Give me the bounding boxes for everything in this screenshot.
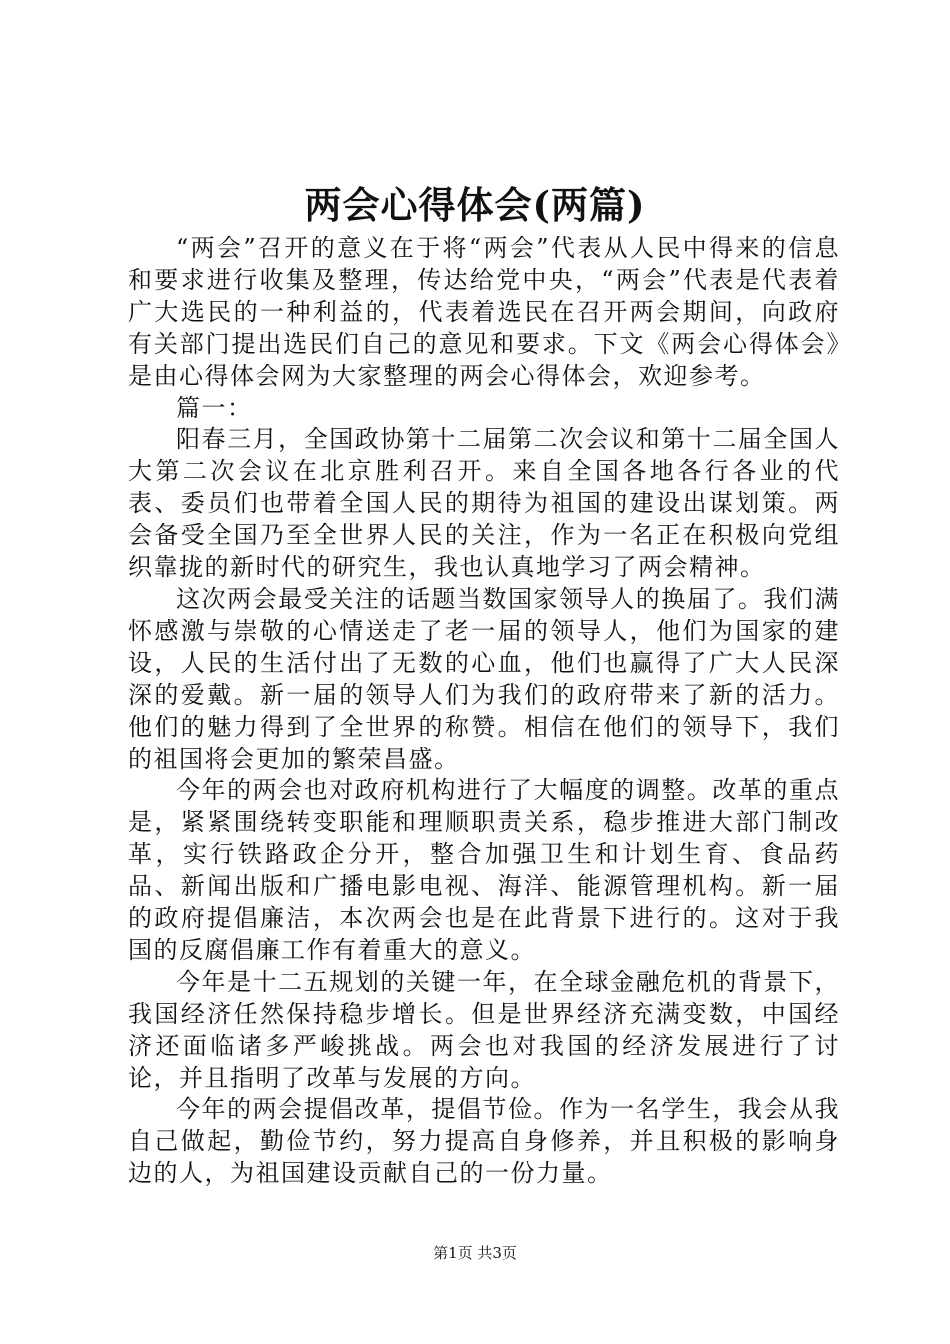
document-body — [128, 233, 840, 1190]
body-paragraph: 今年是十二五规划的关键一年，在全球金融危机的背景下，我国经济任然保持稳步增长。但是世界经济充满变数，中国经济还面临诸多严峻挑战。两会也对我国的经济发展进行了讨论，并且指明了改革与发展的方向。 — [128, 967, 840, 1092]
section-heading: 篇一： — [176, 393, 253, 422]
intro-paragraph: “两会”召开的意义在于将“两会”代表从人民中得来的信息和要求进行收集及整理，传达给党中央，“两会”代表是代表着广大选民的一种利益的，代表着选民在召开两会期间，向政府有关部门提出选民们自己的意见和要求。下文《两会心得体会》是由心得体会网为大家整理的两会心得体会，欢迎参考。 — [128, 234, 840, 390]
body-paragraph: 今年的两会提倡改革，提倡节俭。作为一名学生，我会从我自己做起，勤俭节约，努力提高自身修养，并且积极的影响身边的人，为祖国建设贡献自己的一份力量。 — [128, 1095, 840, 1188]
body-paragraph: 这次两会最受关注的话题当数国家领导人的换届了。我们满怀感激与崇敬的心情送走了老一届的领导人，他们为国家的建设，人民的生活付出了无数的心血，他们也赢得了广大人民深深的爱戴。新一届的领导人们为我们的政府带来了新的活力。他们的魅力得到了全世界的称赞。相信在他们的领导下，我们的祖国将会更加的繁荣昌盛。 — [128, 584, 840, 773]
page-footer: 第1页 共3页 — [433, 1244, 517, 1262]
body-paragraph: 阳春三月，全国政协第十二届第二次会议和第十二届全国人大第二次会议在北京胜利召开。来自全国各地各行各业的代表、委员们也带着全国人民的期待为祖国的建设出谋划策。两会备受全国乃至全世界人民的关注，作为一名正在积极向党组织靠拢的新时代的研究生，我也认真地学习了两会精神。 — [128, 425, 840, 582]
document-title: 两会心得体会(两篇) — [304, 183, 646, 227]
body-paragraph: 今年的两会也对政府机构进行了大幅度的调整。改革的重点是，紧紧围绕转变职能和理顺职责关系，稳步推进大部门制改革，实行铁路政企分开，整合加强卫生和计划生育、食品药品、新闻出版和广播电影电视、海洋、能源管理机构。新一届的政府提倡廉洁，本次两会也是在此背景下进行的。这对于我国的反腐倡廉工作有着重大的意义。 — [128, 776, 840, 964]
